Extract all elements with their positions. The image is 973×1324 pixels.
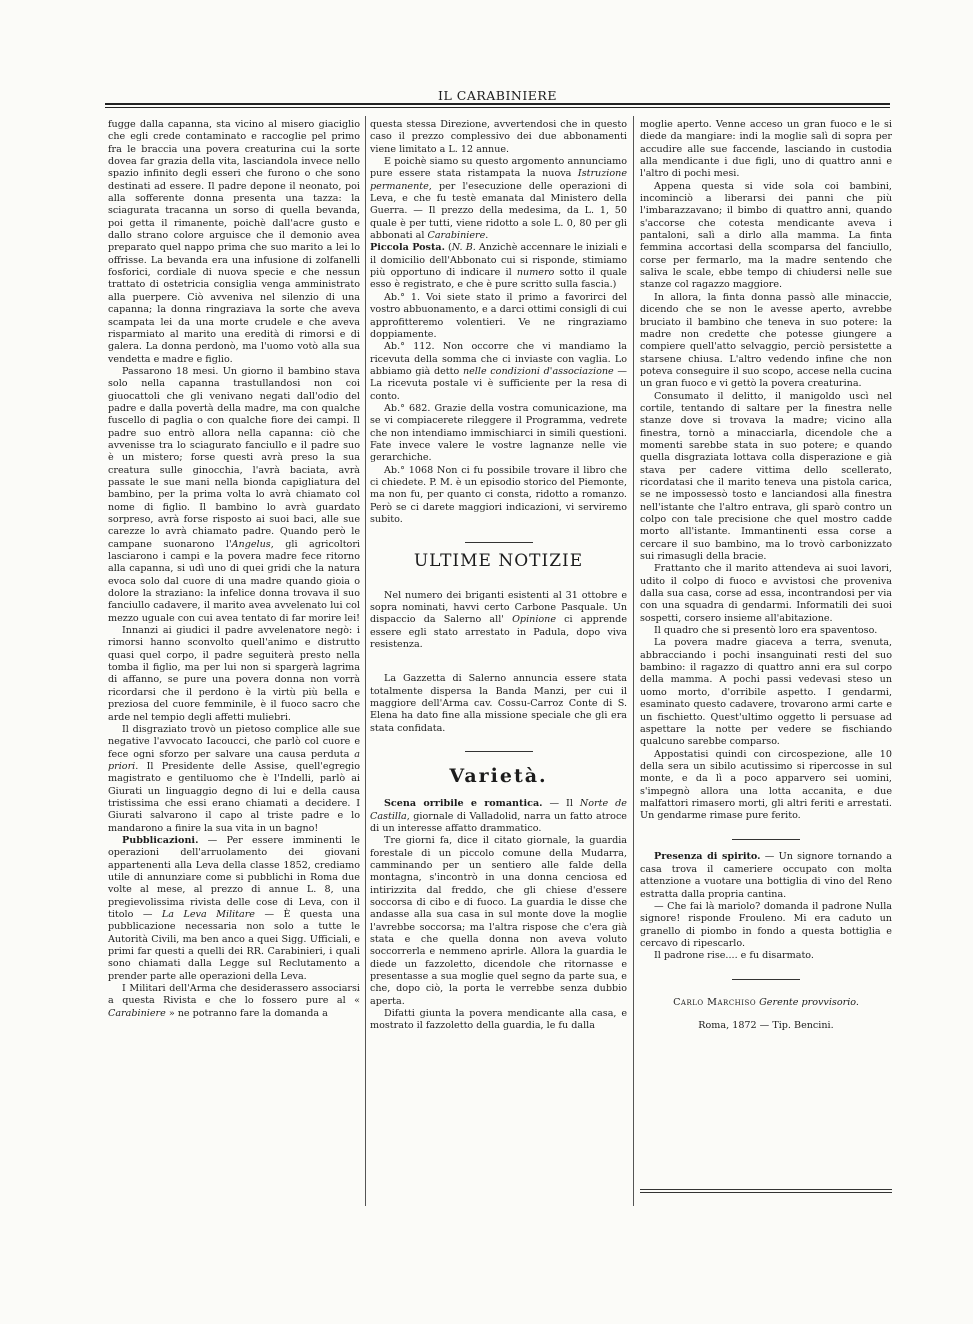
paragraph-pubblicazioni: Pubblicazioni. — Per essere imminenti le operazioni dell'arruolamento dei giovani appartenenti alla Leva della classe 1852, crediamo utile di annunziare come si pubblichi in Roma due volte al mese, al prezzo di annue L. 8, una pregievolissima rivista delle cose di Leva, con il titolo — La Leva Militare — È questa una pubblicazione necessaria non solo a tutte le Autorità Civili, ma ben anco a quei Sigg. Ufficiali, e primi far questi a quelli dei RR. Carabinieri, i quali sono chiamati dalla Legge sul Reclutamento a prender parte alle operazioni della Leva. bbox=[108, 834, 361, 982]
paragraph: fugge dalla capanna, sta vicino al misero giaciglio che egli crede contaminato e raccoglie pel primo fra le braccia una povera creaturina cui la sorte dovea far grazia della vita, lasciandola invece nello spazio infinito degli esseri che furono o che sono destinati ad essere. Il padre depone il neonato, poi alla sofferente donna presenta una tazza: la sciagurata tracanna un sorso di quella bevanda, poi getta il rimanente, poichè dall'acre gusto e dallo strano colore arguisce che il demonio avea preparato quel nappo prima che suo marito a lei lo offrisse. La bevanda era una infusione di zolfanelli fosforici, cordiale di nuova specie e che nessun trattato di ostetricia consiglia venga amministrato alla puerpere. Ciò avveniva nel silenzio di una capanna; la donna ringraziava la sorte che aveva scampata lei da una morte crudele e che aveva risparmiato al marito una eredità di rimorsi e di galera. La donna perdonò, ma l'uomo votò alla sua vendetta e madre e figlio. bbox=[108, 119, 360, 365]
heading-ultime-notizie: ULTIME NOTIZIE bbox=[413, 551, 584, 572]
paragraph: E poichè siamo su questo argomento annunciamo pure essere stata ristampata la nuova Istruzione permanente, per l'esecuzione delle operazioni di Leva, e che fu testè emanata dal Ministero della Guerra. — Il prezzo della medesima, da L. 1, 50 quale è per tutti, viene ridotto a sole L. 0, 80 per gli abbonati al Carabiniere. bbox=[370, 156, 627, 242]
paragraph: Scena orribile e romantica. — Il Norte de Castilla, giornale di Valladolid, narra un fatto atroce di un interesse affatto drammatico. bbox=[370, 798, 627, 834]
paragraph: — Che fai là mariolo? domanda il padrone Nulla signore! risponde Frouleno. Mi era caduto un granello di piombo in fondo a questa bottiglia e cercavo di ripescarlo. bbox=[640, 900, 892, 949]
column-2 bbox=[370, 119, 627, 1033]
paragraph: Ab.° 1068 Non ci fu possibile trovare il libro che ci chiedete. P. M. è un episodio storico del Piemonte, ma non fu, per quanto ci consta, ridotto a romanzo. Però se ci darete maggiori indicazioni, vi serviremo subito. bbox=[370, 464, 627, 525]
paragraph: Tre giorni fa, dice il citato giornale, la guardia forestale di un piccolo comune della Mudarra, camminando per un sentiero alle falde della montagna, s'incontrò in una donna cenciosa ed intirizzita dal freddo, che gli chiese d'essere soccorsa di cibo e di fuoco. La guardia le disse che andasse alla sua casa in sul monte dove la moglie l'avrebbe soccorsa; ma l'altra rispose che c'era già stata e che quella donna non aveva voluto soccorrerla e nemmeno aprirle. Allora la guardia le diede un fazzoletto, dicendole che ritornasse e presentasse a sua moglie quel segno da parte sua, e che, dopo ciò, la porta le verrebbe senza dubbio aperta. bbox=[370, 835, 627, 1007]
paragraph: Nel numero dei briganti esistenti al 31 ottobre e sopra nominati, havvi certo Carbone Pasquale. Un dispaccio da Salerno all' Opinione ci apprende essere egli stato arrestato in Padula, dopo viva resistenza. bbox=[370, 589, 628, 650]
header-rule-thick bbox=[105, 103, 890, 105]
paragraph-presenza-di-spirito: Presenza di spirito. — Un signore tornando a casa trova il cameriere occupato con molta attenzione a vuotare una bottiglia di vino del Reno estratta dalla propria cantina. bbox=[640, 851, 892, 900]
paragraph: Frattanto che il marito attendeva ai suoi lavori, udito il colpo di fuoco e avvistosi che proveniva dalla sua casa, corse ad essa, incontrandosi per via con una squadra di gendarmi. Informatili dei suoi sospetti, corsero insieme all'abitazione. bbox=[640, 563, 892, 624]
paragraph: Ab.° 1. Voi siete stato il primo a favorirci del vostro abbuonamento, e a darci ottimi consigli di cui approfitteremo volentieri. Ve ne ringraziamo doppiamente. bbox=[370, 291, 627, 340]
column-3 bbox=[640, 119, 892, 1032]
section-separator bbox=[465, 542, 533, 543]
imprint-line: Roma, 1872 — Tip. Bencini. bbox=[698, 1019, 834, 1031]
paragraph: Il quadro che si presentò loro era spaventoso. bbox=[654, 625, 878, 637]
heading-varieta: Varietà. bbox=[449, 764, 548, 787]
paragraph: Difatti giunta la povera mendicante alla casa, e mostrato il fazzoletto della guardia, le fu dalla bbox=[370, 1008, 627, 1032]
paragraph: La povera madre giaceva a terra, svenuta, abbracciando i pochi insanguinati resti del suo bambino: il ragazzo di quattro anni era sul corpo della mamma. A pochi passi vedevasi steso un uomo morto, d'orribile aspetto. I gendarmi, esaminato questo cadavere, trovarono armi carte e un fischietto. Quest'ultimo oggetto li persuase ad aspettare la notte per vedere se fischiando qualcuno sarebbe comparso. bbox=[640, 637, 892, 748]
paragraph: Innanzi ai giudici il padre avvelenatore negò: i rimorsi hanno sconvolto quell'animo e distrutto quasi quel corpo, il padre seguiterà presto nella tomba il figlio, ma per lui non si spargerà lagrima di affanno, se pure una povera donna non vorrà ricordarsi che il perdono è la virtù più bella e preziosa del cuore femminile, è il fuoco sacro che arde nel tempio degli affetti muliebri. bbox=[108, 625, 360, 723]
column-divider-left bbox=[365, 116, 366, 1206]
paragraph: Ab.° 682. Grazie della vostra comunicazione, ma se vi compiacerete rileggere il Programma, vedrete che non intendiamo immischiarci in simili questioni. Fate invece valere le vostre lagnanze nelle vie gerarchiche. bbox=[370, 402, 627, 464]
paragraph-piccola-posta: Piccola Posta. (N. B. Anzichè accennare le iniziali e il domicilio dell'Abbonato cui si risponde, stimiamo più opportuno di indicare il numero sotto il quale esso è registrato, e che è pure scritto sulla fascia.) bbox=[370, 242, 627, 291]
page-header: IL CARABINIERE bbox=[438, 88, 557, 103]
paragraph: I Militari dell'Arma che desiderassero associarsi a questa Rivista e che lo fossero pure al « Carabiniere » ne potranno fare la domanda a bbox=[108, 983, 360, 1019]
column-1 bbox=[108, 119, 360, 1020]
section-separator bbox=[732, 979, 800, 980]
paragraph: In allora, la finta donna passò alle minaccie, dicendo che se non le avesse aperto, avrebbe bruciato il bambino che teneva in suo potere: la madre non credette che potesse giungere a compiere quell'atto selvaggio, perciò persistette a starsene chiusa. L'altro vedendo infine che non poteva conseguire il suo scopo, accese nella cucina un gran fuoco e vi gettò la povera creaturina. bbox=[640, 291, 892, 390]
header-rule-thin bbox=[105, 107, 890, 108]
paragraph: Il disgraziato trovò un pietoso complice alle sue negative l'avvocato Iacoucci, che parlò col cuore e fece ogni sforzo per salvare una causa perduta a priori. Il Presidente delle Assise, quell'egregio magistrato e gentiluomo che è l'Indelli, parlò ai Giurati un linguaggio degno di lui e della causa tristissima che essi erano chiamati a decidere. I Giurati salvarono il capo al triste padre e lo mandarono a finire la sua vita in un bagno! bbox=[108, 723, 360, 834]
signature-line: Carlo Marchiso Gerente provvisorio. bbox=[673, 997, 859, 1009]
column-divider-right bbox=[633, 116, 634, 1206]
paragraph: Ab.° 112. Non occorre che vi mandiamo la ricevuta della somma che ci inviaste con vaglia. Lo abbiamo già detto nelle condizioni d'associazione — La ricevuta postale vi è sufficiente per la resa di conto. bbox=[370, 341, 627, 402]
paragraph: Il padrone rise.... e fu disarmato. bbox=[654, 950, 814, 962]
paragraph: moglie aperto. Venne acceso un gran fuoco e le si diede da mangiare: indi la moglie salì di sopra per accudire alle sue faccende, lasciando in custodia alla mendicante i due figli, uno di quattro anni e l'altro di pochi mesi. bbox=[640, 119, 892, 180]
paragraph: Passarono 18 mesi. Un giorno il bambino stava solo nella capanna trastullandosi non coi giuocattoli che gli venivano negati dall'odio del padre e dalla povertà della madre, ma con qualche fuscello di paglia o con qualche fiore dei campi. Il padre suo entrò allora nella capanna: ciò che avvenisse tra lo sciagurato fanciullo e il padre suo è un mistero; forse questi avrà preso la sua creatura sulle ginocchia, l'avrà baciata, avrà passate le sue mani nella bionda capigliatura del bambino, per la prima volta lo avrà chiamato col nome di figlio. Il bambino lo avrà guardato sorpreso, avrà forse risposto ai suoi baci, alle sue carezze lo avrà chiamato padre. Quando però le campane suonarono l'Angelus, gli agricoltori lasciarono i campi e la povera madre fece ritorno alla capanna, si udì uno di quei gridi che la natura evoca solo dal cuore di una madre quando gioia o dolore la straziano: la infelice donna trovava il suo fanciullo cadavere, il marito avea avvelenato lui col mezzo uguale con cui avea tentato di far morire lei! bbox=[108, 365, 360, 624]
paragraph: Consumato il delitto, il manigoldo uscì nel cortile, tentando di saltare per la finestra nelle stanze dove si trovava la madre; vicino alla finestra, tornò a minacciarla, dicendole che a momenti sarebbe stata in suo potere; e quando quella disgraziata lottava colla disperazione e già stava per cadere vittima dello scellerato, ricordatasi che il marito teneva una pistola carica, se ne impossessò tosto e lanciandosi alla finestra nell'istante che l'altro entrava, gli sparò contro un colpo con tale precisione che quel mostro cadde morto all'istante. Immantinenti essa corse a cercare il suo bambino, ma lo trovò carbonizzato sui rimasugli della bracie. bbox=[640, 390, 892, 563]
paragraph: La Gazzetta di Salerno annuncia essere stata totalmente dispersa la Banda Manzi, per cui il maggiore dell'Arma cav. Cossu-Carroz Conte di S. Elena ha dato fine alla missione speciale che gli era stata confidata. bbox=[370, 673, 627, 734]
bottom-rule-thin bbox=[640, 1192, 892, 1193]
paragraph: Appena questa si vide sola coi bambini, incominciò a liberarsi dei panni che più l'imbarazzavano; il bimbo di quattro anni, quando s'accorse che cotesta mendicante aveva i pantaloni, salì a dirlo alla mamma. La finta femmina accortasi della scomparsa del fanciullo, corse per fermarlo, ma la madre sentendo che saliva le scale, ebbe tempo di chiudersi nelle sue stanze col ragazzo maggiore. bbox=[640, 180, 892, 291]
paragraph: Appostatisi quindi con circospezione, alle 10 della sera un sibilo acutissimo si ripercosse in sul monte, e da lì a poco apparvero sei uomini, s'impegnò allora una lotta accanita, e due malfattori rimasero morti, gli altri feriti e arrestati. Un gendarme rimase pure ferito. bbox=[640, 748, 892, 822]
paragraph: questa stessa Direzione, avvertendosi che in questo caso il prezzo complessivo dei due abbonamenti viene limitato a L. 12 annue. bbox=[370, 119, 627, 155]
section-separator bbox=[732, 839, 800, 840]
section-separator bbox=[465, 751, 533, 752]
bottom-rule-thick bbox=[640, 1189, 892, 1190]
